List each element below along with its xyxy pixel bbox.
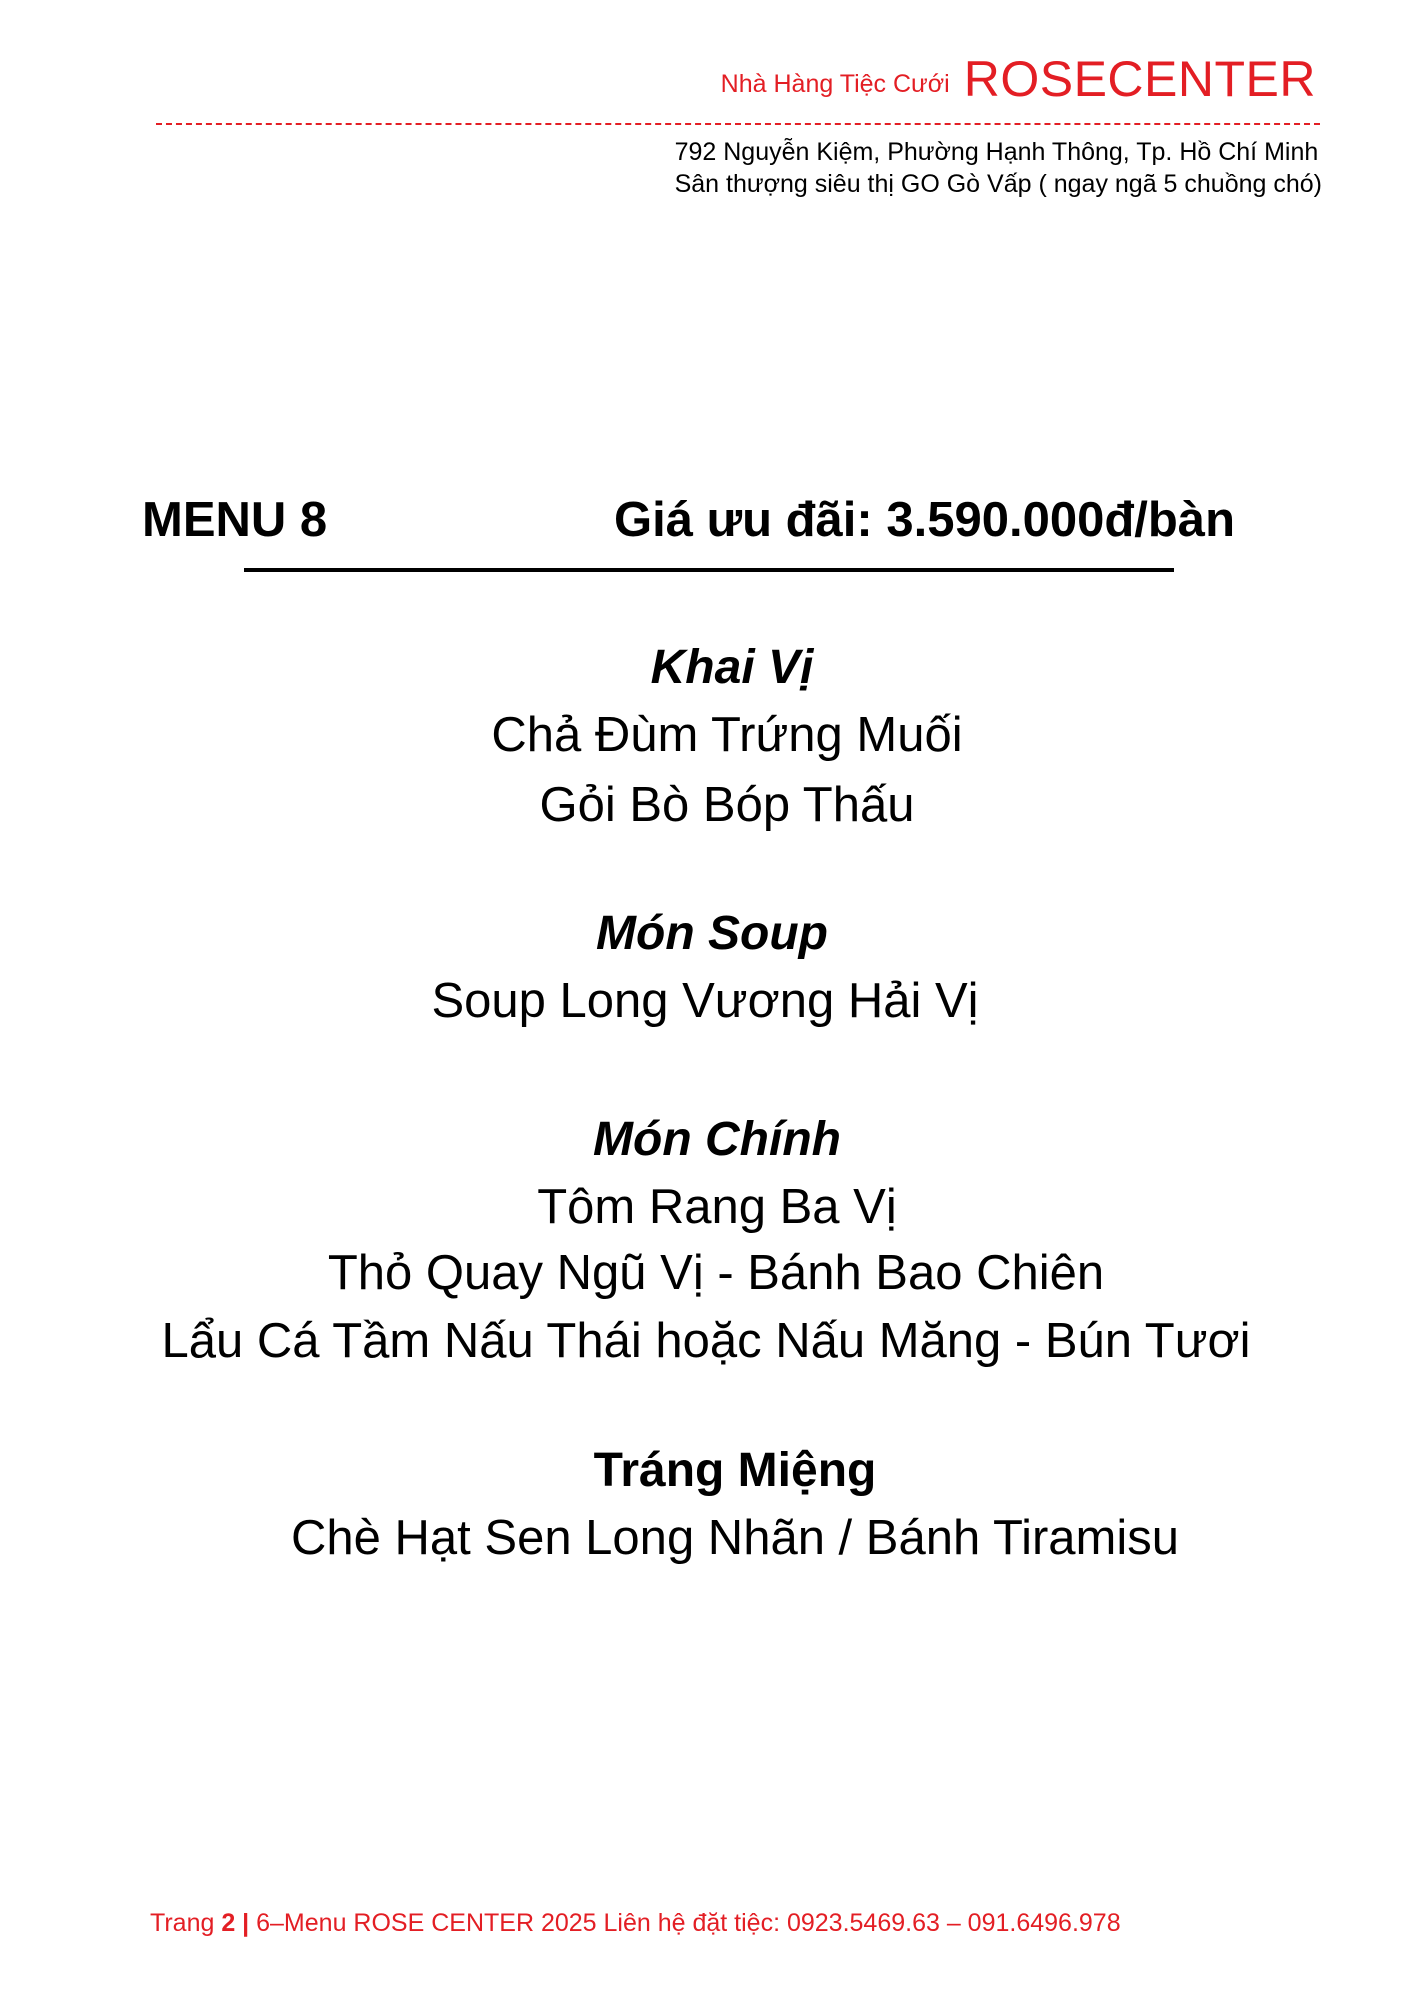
menu-price: Giá ưu đãi: 3.590.000đ/bàn (614, 493, 1235, 547)
menu-item: Chả Đùm Trứng Muối (491, 708, 963, 762)
section-heading-mon-chinh: Món Chính (593, 1113, 841, 1166)
footer-prefix: Trang (150, 1909, 222, 1937)
page-footer (150, 1909, 1121, 1938)
section-heading-trang-mieng: Tráng Miệng (593, 1444, 877, 1497)
section-heading-mon-soup: Món Soup (596, 907, 828, 960)
header-brand (721, 50, 1316, 108)
address-line-1: 792 Nguyễn Kiệm, Phường Hạnh Thông, Tp. Hồ Chí Minh (674, 138, 1319, 166)
menu-title: MENU 8 (142, 493, 328, 547)
title-underline (244, 568, 1174, 572)
footer-separator: | (235, 1909, 257, 1937)
menu-item: Thỏ Quay Ngũ Vị - Bánh Bao Chiên (327, 1246, 1105, 1300)
menu-item: Soup Long Vương Hải Vị (431, 974, 979, 1028)
brand-name: ROSECENTER (963, 51, 1316, 107)
address-line-2: Sân thượng siêu thị GO Gò Vấp ( ngay ngã 5 chuồng chó) (674, 170, 1322, 198)
footer-text: 6–Menu ROSE CENTER 2025 Liên hệ đặt tiệc: 0923.5469.63 – 091.6496.978 (256, 1909, 1121, 1937)
header-address (675, 136, 1322, 200)
footer-page-number: 2 (221, 1909, 236, 1937)
brand-prefix: Nhà Hàng Tiệc Cưới (720, 70, 950, 98)
header-divider (156, 123, 1320, 125)
menu-item: Tôm Rang Ba Vị (537, 1180, 897, 1234)
menu-item: Chè Hạt Sen Long Nhãn / Bánh Tiramisu (291, 1511, 1179, 1565)
section-heading-khai-vi: Khai Vị (650, 641, 814, 694)
menu-item: Lẩu Cá Tầm Nấu Thái hoặc Nấu Măng - Bún Tươi (161, 1314, 1251, 1368)
menu-item: Gỏi Bò Bóp Thấu (539, 778, 915, 832)
